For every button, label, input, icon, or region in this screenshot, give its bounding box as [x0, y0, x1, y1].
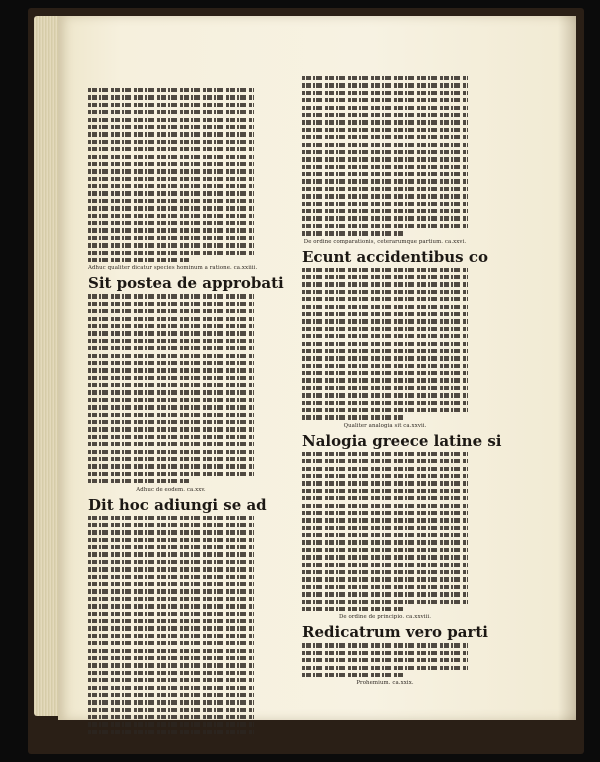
- right-heading-2: Nalogia greece latine si: [302, 431, 502, 450]
- text-line: [302, 268, 468, 272]
- text-line: [88, 479, 191, 483]
- text-line: [88, 147, 254, 151]
- text-line: [302, 356, 468, 360]
- text-line: [302, 666, 468, 670]
- text-line: [302, 364, 468, 368]
- text-line: [88, 619, 254, 623]
- text-line: [88, 339, 254, 343]
- text-line: [88, 368, 254, 372]
- text-line: [302, 327, 468, 331]
- text-line: [302, 651, 468, 655]
- text-line: [302, 658, 468, 662]
- right-paragraph-1: [302, 76, 468, 236]
- text-line: [302, 673, 405, 677]
- text-line: [302, 600, 468, 604]
- text-line: [88, 95, 254, 99]
- text-line: [302, 555, 468, 559]
- text-line: [88, 228, 254, 232]
- text-line: [302, 224, 468, 228]
- text-line: [88, 184, 254, 188]
- text-line: [88, 258, 191, 262]
- text-line: [88, 88, 254, 92]
- text-line: [88, 722, 254, 726]
- text-line: [88, 103, 254, 107]
- text-line: [302, 165, 468, 169]
- text-line: [302, 585, 468, 589]
- text-line: [302, 312, 468, 316]
- text-line: [302, 563, 468, 567]
- text-line: [88, 427, 254, 431]
- text-line: [302, 533, 468, 537]
- text-line: [88, 162, 254, 166]
- text-line: [88, 398, 254, 402]
- left-rubric-2: Adhuc de eodem. ca.xxv.: [136, 486, 206, 493]
- text-line: [302, 106, 468, 110]
- text-line: [88, 715, 254, 719]
- text-line: [302, 319, 468, 323]
- text-line: [302, 518, 468, 522]
- right-column: [302, 76, 502, 688]
- text-line: [302, 209, 468, 213]
- text-line: [88, 251, 254, 255]
- text-line: [302, 570, 468, 574]
- text-line: [88, 671, 254, 675]
- text-line: [302, 98, 468, 102]
- text-line: [302, 143, 468, 147]
- right-paragraph-4: [302, 643, 468, 677]
- left-paragraph-3: [88, 516, 254, 735]
- right-rubric-2: Qualiter analogia sit ca.xxvii.: [343, 422, 427, 429]
- text-line: [302, 157, 468, 161]
- text-line: [88, 199, 254, 203]
- text-line: [302, 393, 468, 397]
- text-line: [302, 401, 468, 405]
- text-line: [302, 179, 468, 183]
- text-line: [302, 386, 468, 390]
- text-line: [88, 641, 254, 645]
- text-line: [88, 206, 254, 210]
- text-line: [88, 118, 254, 122]
- text-line: [88, 361, 254, 365]
- text-line: [88, 324, 254, 328]
- text-line: [88, 331, 254, 335]
- text-line: [302, 231, 405, 235]
- text-line: [302, 128, 468, 132]
- text-line: [302, 349, 468, 353]
- text-line: [88, 236, 254, 240]
- text-line: [88, 700, 254, 704]
- text-line: [88, 545, 254, 549]
- text-line: [88, 516, 254, 520]
- text-line: [302, 305, 468, 309]
- text-line: [88, 472, 254, 476]
- text-line: [302, 415, 405, 419]
- text-line: [88, 191, 254, 195]
- text-line: [88, 169, 254, 173]
- text-line: [302, 187, 468, 191]
- text-line: [88, 656, 254, 660]
- text-line: [88, 405, 254, 409]
- text-line: [88, 435, 254, 439]
- text-line: [302, 202, 468, 206]
- text-line: [88, 530, 254, 534]
- text-line: [302, 282, 468, 286]
- text-line: [88, 464, 254, 468]
- text-line: [88, 309, 254, 313]
- text-line: [88, 538, 254, 542]
- text-line: [88, 294, 254, 298]
- text-line: [302, 526, 468, 530]
- right-rubric-1: De ordine comparationis, ceterarumque partium. ca.xxvi.: [303, 238, 467, 245]
- text-line: [302, 459, 468, 463]
- text-line: [88, 110, 254, 114]
- right-paragraph-3: [302, 452, 468, 612]
- text-line: [88, 457, 254, 461]
- text-line: [302, 408, 468, 412]
- right-heading-3: Redicatrum vero parti: [302, 623, 489, 642]
- text-line: [88, 214, 254, 218]
- text-line: [88, 589, 254, 593]
- right-rubric-3: De ordine de principio. ca.xxviii.: [338, 614, 432, 621]
- text-line: [302, 342, 468, 346]
- text-line: [88, 604, 254, 608]
- text-line: [88, 376, 254, 380]
- text-line: [88, 560, 254, 564]
- text-line: [302, 150, 468, 154]
- text-line: [302, 489, 468, 493]
- text-line: [88, 140, 254, 144]
- text-line: [302, 113, 468, 117]
- text-line: [88, 523, 254, 527]
- text-line: [88, 552, 254, 556]
- text-line: [302, 452, 468, 456]
- text-line: [88, 678, 254, 682]
- text-line: [88, 413, 254, 417]
- text-line: [88, 243, 254, 247]
- text-line: [88, 177, 254, 181]
- text-line: [302, 504, 468, 508]
- text-line: [88, 693, 254, 697]
- left-heading-1: Sit postea de approbati: [88, 274, 284, 293]
- text-line: [88, 155, 254, 159]
- text-line: [88, 597, 254, 601]
- text-line: [302, 643, 468, 647]
- text-line: [302, 467, 468, 471]
- text-line: [302, 334, 468, 338]
- text-line: [302, 83, 468, 87]
- text-line: [88, 221, 254, 225]
- text-line: [302, 371, 468, 375]
- text-line: [302, 548, 468, 552]
- text-line: [302, 76, 468, 80]
- text-line: [88, 567, 254, 571]
- text-line: [88, 582, 254, 586]
- text-line: [88, 708, 254, 712]
- left-rubric-1: Adhuc qualiter dicatur species hominum a ratione. ca.xxiiii.: [88, 265, 258, 272]
- text-line: [88, 390, 254, 394]
- text-line: [88, 125, 254, 129]
- text-line: [88, 686, 254, 690]
- right-heading-1: Ecunt accidentibus co: [302, 247, 488, 266]
- right-rubric-4: Prohemium. ca.xxix.: [356, 680, 414, 687]
- text-line: [302, 91, 468, 95]
- text-line: [302, 607, 405, 611]
- text-line: [88, 132, 254, 136]
- text-line: [302, 378, 468, 382]
- text-line: [302, 496, 468, 500]
- text-line: [302, 474, 468, 478]
- right-paragraph-2: [302, 268, 468, 420]
- text-line: [302, 577, 468, 581]
- left-column: [88, 88, 284, 698]
- text-line: [88, 317, 254, 321]
- text-line: [88, 575, 254, 579]
- text-line: [302, 135, 468, 139]
- text-line: [302, 194, 468, 198]
- text-line: [88, 612, 254, 616]
- text-line: [302, 172, 468, 176]
- text-line: [88, 354, 254, 358]
- text-line: [88, 730, 254, 734]
- text-line: [302, 297, 468, 301]
- text-line: [88, 383, 254, 387]
- text-line: [88, 450, 254, 454]
- text-line: [88, 649, 254, 653]
- left-heading-2: Dit hoc adiungi se ad: [88, 495, 267, 514]
- text-line: [302, 216, 468, 220]
- text-line: [88, 442, 254, 446]
- text-line: [88, 302, 254, 306]
- left-paragraph-1: [88, 88, 254, 262]
- text-line: [88, 626, 254, 630]
- text-line: [302, 275, 468, 279]
- text-line: [302, 481, 468, 485]
- text-line: [88, 663, 254, 667]
- text-line: [302, 290, 468, 294]
- text-line: [302, 120, 468, 124]
- text-line: [88, 346, 254, 350]
- text-line: [88, 634, 254, 638]
- left-paragraph-2: [88, 294, 254, 483]
- page-gutter-shadow: [558, 16, 576, 720]
- text-line: [302, 511, 468, 515]
- text-line: [88, 420, 254, 424]
- text-line: [302, 540, 468, 544]
- page-edges: [34, 16, 60, 716]
- text-line: [302, 592, 468, 596]
